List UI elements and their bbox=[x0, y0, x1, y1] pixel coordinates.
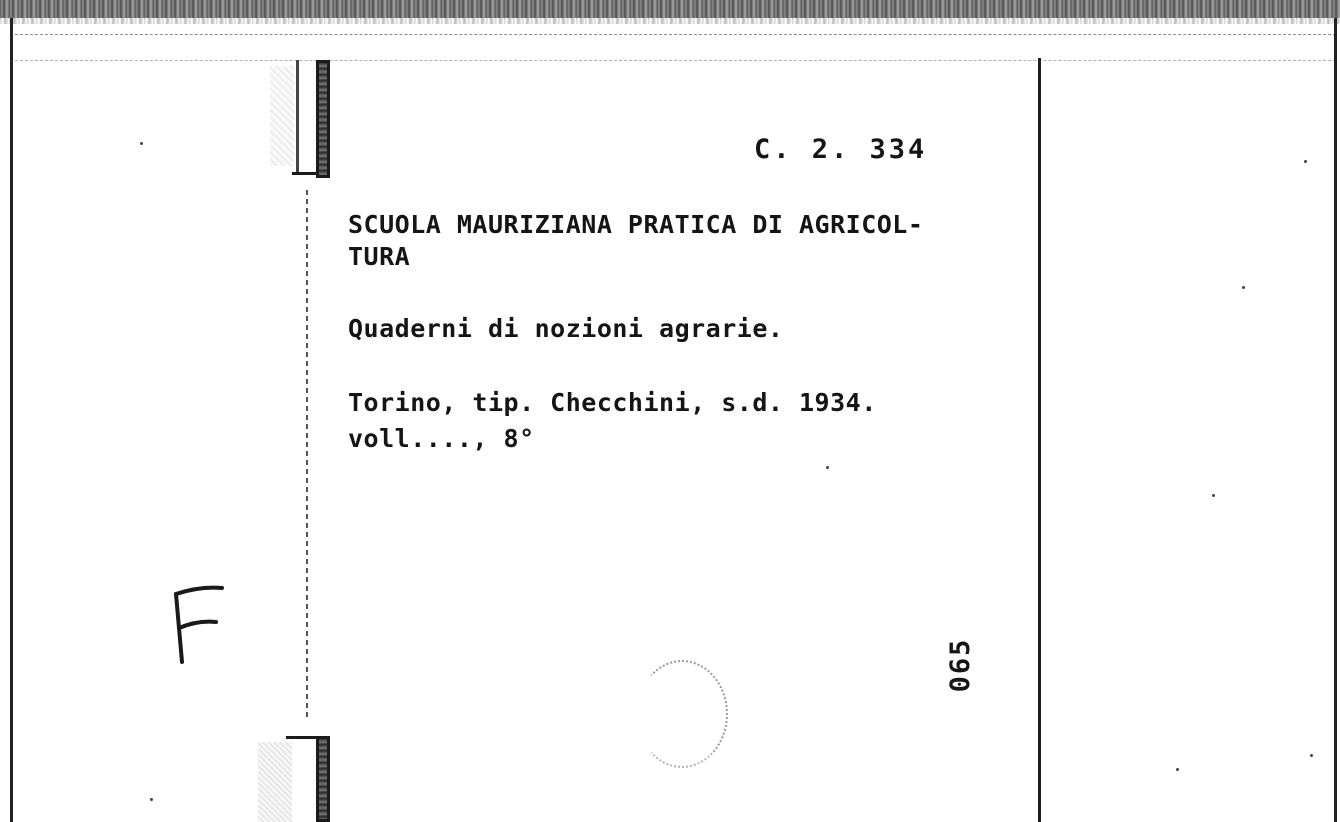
handwritten-f-drawing bbox=[160, 572, 240, 672]
binder-clip-top-arm bbox=[292, 172, 318, 175]
handwritten-letter-f bbox=[160, 572, 240, 676]
side-inventory-number: 065 bbox=[945, 637, 976, 693]
binder-clip-top-shadow bbox=[270, 66, 294, 166]
binder-clip-top-post bbox=[296, 60, 299, 175]
frame-left-line bbox=[10, 18, 13, 822]
frame-right-line bbox=[1334, 18, 1337, 822]
scan-speck bbox=[140, 142, 143, 145]
scan-speck bbox=[150, 798, 153, 801]
scan-speck bbox=[1176, 768, 1179, 771]
binder-clip-bottom-shadow bbox=[258, 742, 292, 822]
top-rule-secondary bbox=[10, 60, 1336, 61]
scan-speck bbox=[826, 466, 829, 469]
binder-clip-top bbox=[316, 60, 330, 178]
scan-top-edge bbox=[0, 0, 1340, 18]
scan-speck bbox=[1242, 286, 1245, 289]
faint-stamp-circle bbox=[636, 660, 728, 768]
scan-speck bbox=[1310, 754, 1313, 757]
scan-speck bbox=[1212, 494, 1215, 497]
card-right-border bbox=[1038, 58, 1041, 822]
title-line: Quaderni di nozioni agrarie. bbox=[348, 314, 784, 343]
call-number: C. 2. 334 bbox=[754, 134, 928, 165]
card-left-border bbox=[306, 190, 308, 720]
binder-clip-bottom bbox=[316, 736, 330, 822]
scan-speck bbox=[1304, 160, 1307, 163]
top-rule bbox=[10, 34, 1336, 35]
heading-line-2: TURA bbox=[348, 242, 411, 271]
imprint-line-1: Torino, tip. Checchini, s.d. 1934. bbox=[348, 388, 877, 417]
heading-line-1: SCUOLA MAURIZIANA PRATICA DI AGRICOL- bbox=[348, 210, 924, 239]
scan-top-edge-noise bbox=[0, 18, 1340, 24]
imprint-line-2: voll...., 8° bbox=[348, 424, 535, 453]
binder-clip-bottom-arm bbox=[286, 736, 316, 739]
